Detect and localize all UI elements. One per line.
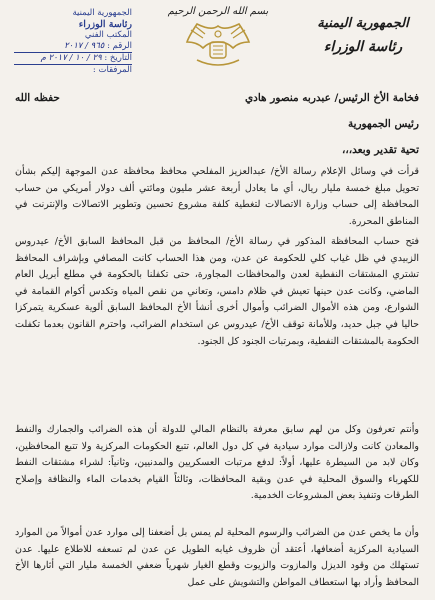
addressee-title: رئيس الجمهورية [347,118,419,130]
salutation-row [15,92,419,104]
paragraph-2: فتح حساب المحافظة المذكور في رسالة الأخ/ المحافظ من قبل المحافظ السابق الأخ/ عيدروس الزبيدي في ظل غياب كلي للحكومة عن عدن، ومن هذا الحساب كانت المصافي وبإشراف المحافظ تشتري المشتقات النفطية لعدن والمحافظات المجاورة، حتى تكفلنا بالحكومة في مطلع أبريل العام الماضي، وكانت عدن حينها تعيش في ظلام دامس، وتعاني من نقص المياه وتكدس أكوام القمامة في الشوارع، ومن هذه الأموال الضرائب وأموال أخرى أنشأ الأخ المحافظ السابق ألوية عسكرية يتمركزا حاليا في جبل حديد، وللأمانة توقف الأخ/ عيدروس عن استخدام الضرائب، واحترم القانون بعدما تكفلت الحكومة بالمشتقات النفطية، وبمرتبات الجنود كل الجنود. [15,236,419,347]
blessing: حفظه الله [15,92,60,104]
stamp-date-value: ٢٩ / ١٠ / ٢٠١٧ م [40,53,102,63]
stamp-office: المكتب الفني [84,30,132,40]
stamp-republic: الجمهورية اليمنية [72,8,132,18]
paragraph-3: وأنتم تعرفون وكل من لهم سابق معرفة بالنظام المالي للدولة أن هذه الضرائب والجمارك والنفط والمعادن كانت ولازالت موارد سيادية في كل دول العالم، تتبع الحكومات المركزية ولا تتبع المحافظين، وكان لابد من السيطرة عليها، أولاً: لدفع مرتبات العسكريين والمدنيين، وثانياً: لشراء مشتقات النفط للكهرباء والسوق المحلية في عدن وبقية المحافظات، وثالثاً القيام بخدمات الماء والنظافة وإصلاح الطرقات وتنفيذ بعض المشروعات الخدمية. [15,424,419,502]
stamp-ref-value: ٩٦٥ / ٢٠١٧ [64,41,105,51]
letterhead-presidency: رئاسة الوزراء [323,39,403,55]
paragraph-4: وأن ما يخص عدن من الضرائب والرسوم المحلية لم يمس بل أضعفنا إلى موارد عدن أموالاً من الموارد السيادية المركزية أضعافها، أعتقد أن ظروف غيابه الطويل عن عدن لم تسعفه للاطلاع عليها. عدن تستهلك من وقود الديزل والمازوت والزيوت وقطع الغيار شهرياً ضعفي الخمسة مليار التي أثارها الأخ المحافظ وأراد بها استعطاف المواطن والتشويش على عمل [15,527,419,588]
stamp-ref-row [14,41,132,53]
basmala: بسم الله الرحمن الرحيم [167,6,269,17]
salutation: فخامة الأخ الرئيس/ عبدربه منصور هادي [244,92,419,104]
letterhead-right [303,16,423,56]
stamp-cabinet: رئاسة الوزراء [78,19,132,30]
stamp-attach-label: المرفقات : [92,65,132,75]
stamp-attach-row [14,65,132,76]
stamp-ref-label: الرقم : [107,41,132,51]
registry-stamp [14,8,132,76]
stamp-date-label: التاريخ : [104,53,132,63]
greeting: تحية تقدير وبعد،،، [341,144,419,156]
letterhead-republic: الجمهورية اليمنية [317,16,409,31]
letterhead-center [158,6,278,72]
eagle-emblem-icon [183,20,253,72]
paragraph-1: قرأت في وسائل الإعلام رسالة الأخ/ عبدالعزيز المفلحي محافظ محافظة عدن الموجهة إليكم بشأن تحويل مبلغ خمسة مليار ريال، أي ما يعادل أربعة عشر مليون ومائتي ألف دولار أمريكي من حساب المحافظة إلى حساب وزارة الاتصالات لتغطية كلفة مشروع تحسين وتطوير الاتصالات والإنترنت في المناطق المحررة. [15,166,419,227]
stamp-date-row [14,53,132,65]
